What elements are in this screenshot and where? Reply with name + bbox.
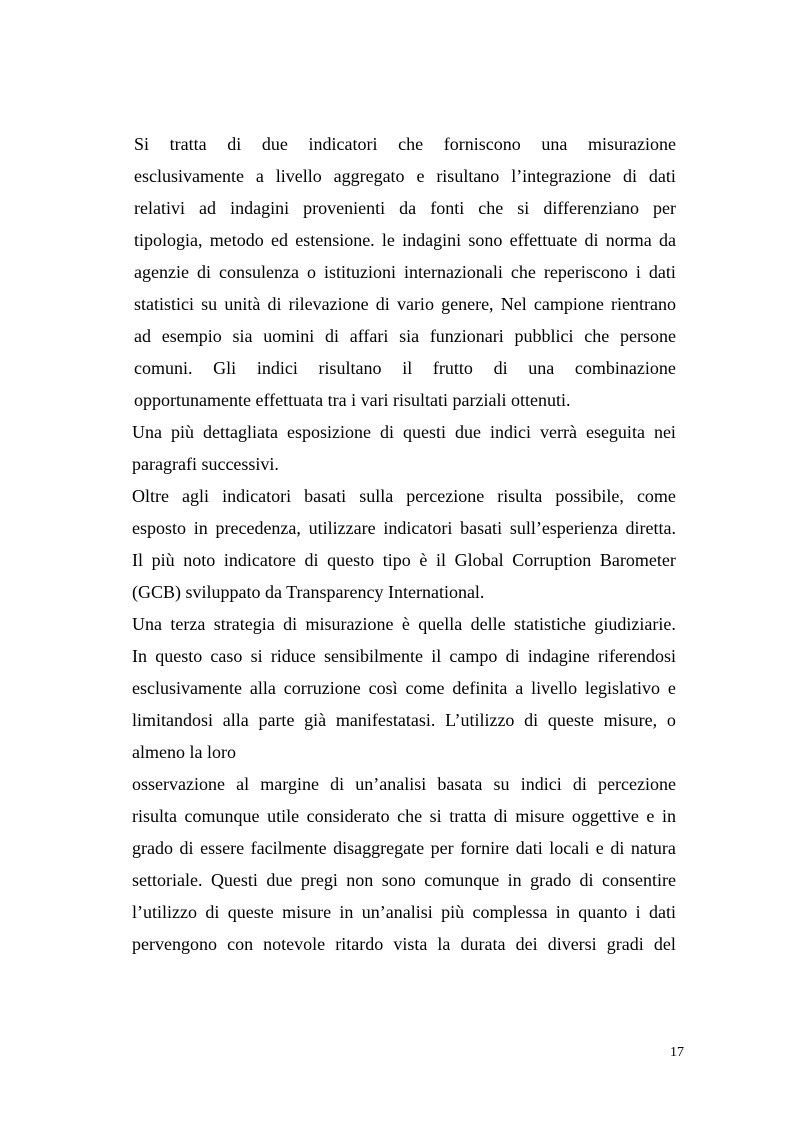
word: considerato <box>306 806 390 826</box>
word: questo <box>327 550 375 570</box>
word: possibile, <box>555 486 624 506</box>
word: locali <box>549 838 590 858</box>
word: che <box>397 806 423 826</box>
word: parte <box>258 710 295 730</box>
word: pubblici <box>514 326 574 346</box>
word: questi <box>402 422 446 442</box>
text-line <box>134 261 676 283</box>
word: funzionari <box>429 326 504 346</box>
word: e <box>667 678 676 698</box>
word: sia <box>232 326 253 346</box>
word: statistiche <box>514 614 587 634</box>
word: per <box>430 838 454 858</box>
word: relativi <box>134 198 185 218</box>
word: questo <box>155 646 203 666</box>
text-line <box>132 837 676 859</box>
word: da <box>399 198 417 218</box>
word: Oltre <box>132 486 169 506</box>
word: fornire <box>460 838 510 858</box>
word: già <box>304 710 327 730</box>
word: un’analisi <box>355 774 427 794</box>
word: e <box>416 166 425 186</box>
word: campione <box>533 294 604 314</box>
word: Gli <box>213 358 237 378</box>
word: Una <box>132 614 162 634</box>
word: di <box>379 422 394 442</box>
word: del <box>653 934 676 954</box>
text-line <box>134 133 676 155</box>
word: sensibilmente <box>324 646 423 666</box>
word: vista <box>393 934 428 954</box>
text-line <box>134 357 676 379</box>
word: Il <box>132 550 143 570</box>
word: il <box>431 646 442 666</box>
word: tipo <box>382 550 411 570</box>
word: sono <box>381 870 416 890</box>
word: da <box>658 230 676 250</box>
word: di <box>610 838 625 858</box>
word: durata <box>460 934 506 954</box>
word: tratta <box>169 134 207 154</box>
word: fonti <box>430 198 465 218</box>
word: tratta <box>449 806 487 826</box>
word: Questi <box>210 870 258 890</box>
word: di <box>572 774 587 794</box>
word: di <box>584 230 599 250</box>
word: essere <box>200 838 245 858</box>
word: effettuate <box>509 230 578 250</box>
word: misure, <box>603 710 658 730</box>
word: reperiscono <box>543 262 628 282</box>
word: eseguita <box>585 422 645 442</box>
word: misurazione <box>587 134 676 154</box>
word: di <box>267 294 282 314</box>
word: si <box>517 198 530 218</box>
word: di <box>375 294 390 314</box>
word: indicatori <box>383 518 453 538</box>
word: forniscono <box>443 134 521 154</box>
word: i <box>635 902 641 922</box>
word: norma <box>605 230 652 250</box>
text-line <box>134 165 676 187</box>
word: in <box>555 902 570 922</box>
word: verrà <box>539 422 577 442</box>
word: come <box>636 486 676 506</box>
word: differenziano <box>543 198 639 218</box>
word: dettagliata <box>203 422 278 442</box>
word: statistici <box>134 294 194 314</box>
word: istituzioni <box>323 262 396 282</box>
word: consentire <box>602 870 676 890</box>
word: esclusivamente <box>132 678 242 698</box>
word: le <box>381 230 395 250</box>
word: riduce <box>270 646 316 666</box>
text-line: (GCB) sviluppato da Transparency International. <box>132 582 485 602</box>
word: la <box>437 934 451 954</box>
word: indicatori <box>222 486 292 506</box>
word: di <box>196 262 211 282</box>
word: ed <box>270 230 288 250</box>
word: grado <box>132 838 173 858</box>
word: due <box>261 134 288 154</box>
word: misure <box>282 902 332 922</box>
word: sull’esperienza <box>509 518 618 538</box>
word: più <box>441 902 465 922</box>
word: provenienti <box>303 198 386 218</box>
word: legislativo <box>585 678 661 698</box>
word: comuni. <box>134 358 193 378</box>
word: e <box>595 838 604 858</box>
word: su <box>201 294 218 314</box>
word: precedenza, <box>215 518 301 538</box>
word: pervengono <box>132 934 217 954</box>
word: percezione <box>406 486 485 506</box>
word: o <box>666 710 676 730</box>
word: due <box>454 422 481 442</box>
word: misure <box>515 806 565 826</box>
word: o <box>306 262 316 282</box>
word: uomini <box>263 326 315 346</box>
word: Corruption <box>512 550 592 570</box>
word: dati <box>648 902 676 922</box>
word: un’analisi <box>361 902 433 922</box>
word: basati <box>460 518 503 538</box>
word: di <box>283 614 298 634</box>
word: indagine <box>527 646 590 666</box>
word: terza <box>170 614 206 634</box>
word: consulenza <box>218 262 299 282</box>
word: indagini <box>230 198 290 218</box>
word: come <box>405 678 445 698</box>
word: di <box>330 774 345 794</box>
word: limitandosi <box>132 710 213 730</box>
word: esempio <box>161 326 222 346</box>
word: risultano <box>318 358 382 378</box>
word: pregi <box>300 870 338 890</box>
text-line <box>132 549 676 571</box>
word: diversi <box>547 934 597 954</box>
word: indagini <box>402 230 462 250</box>
word: tipologia, <box>134 230 203 250</box>
word: non <box>346 870 374 890</box>
word: di <box>623 166 638 186</box>
text-line <box>134 325 676 347</box>
text-line <box>132 709 676 731</box>
word: basati <box>304 486 347 506</box>
word: quella <box>418 614 463 634</box>
word: queste <box>227 902 274 922</box>
word: esposizione <box>286 422 371 442</box>
word: rilevazione <box>288 294 369 314</box>
word: indici <box>256 358 298 378</box>
word: utilizzare <box>308 518 376 538</box>
word: manifestatasi. <box>335 710 436 730</box>
word: comunque <box>424 870 500 890</box>
word: strategia <box>213 614 275 634</box>
word: corruzione <box>283 678 361 698</box>
page-number: 17 <box>670 1045 684 1060</box>
word: basata <box>437 774 483 794</box>
word: di <box>205 902 220 922</box>
word: indici <box>489 422 531 442</box>
word: diretta. <box>625 518 676 538</box>
word: queste <box>547 710 594 730</box>
text-line: opportunamente effettuata tra i vari risultati parziali ottenuti. <box>134 390 571 410</box>
word: Una <box>132 422 162 442</box>
word: si <box>429 806 442 826</box>
word: aggregato <box>333 166 405 186</box>
word: due <box>266 870 293 890</box>
word: ritardo <box>335 934 384 954</box>
word: L’utilizzo <box>445 710 515 730</box>
word: di <box>524 710 539 730</box>
word: di <box>179 838 194 858</box>
word: l’integrazione <box>511 166 612 186</box>
word: caso <box>210 646 243 666</box>
word: natura <box>630 838 676 858</box>
word: a <box>515 678 524 698</box>
word: Si <box>134 134 150 154</box>
word: di <box>505 646 520 666</box>
word: dati <box>648 166 676 186</box>
word: sono <box>468 230 503 250</box>
word: risultano <box>436 166 500 186</box>
word: in <box>339 902 354 922</box>
word: campo <box>449 646 498 666</box>
word: comunque <box>184 806 260 826</box>
word: per <box>653 198 676 218</box>
word: notevole <box>263 934 326 954</box>
text-line: paragrafi successivi. <box>132 454 279 474</box>
word: su <box>493 774 510 794</box>
word: l’utilizzo <box>132 902 197 922</box>
text-line <box>132 421 676 443</box>
word: di <box>493 358 508 378</box>
word: nei <box>653 422 676 442</box>
text-line <box>132 485 676 507</box>
text-line <box>134 229 676 251</box>
word: affari <box>349 326 389 346</box>
word: in <box>507 870 522 890</box>
word: esclusivamente <box>134 166 244 186</box>
word: noto <box>183 550 216 570</box>
word: utile <box>267 806 300 826</box>
word: più <box>151 550 175 570</box>
text-line <box>134 293 676 315</box>
word: disaggregate <box>333 838 425 858</box>
text-line <box>132 677 676 699</box>
word: dati <box>515 838 543 858</box>
word: In <box>132 646 147 666</box>
text-line <box>132 901 676 923</box>
word: dei <box>515 934 538 954</box>
word: delle <box>470 614 506 634</box>
word: al <box>236 774 250 794</box>
word: in <box>661 806 676 826</box>
word: Barometer <box>599 550 676 570</box>
word: grado <box>530 870 572 890</box>
word: in <box>193 518 208 538</box>
word: e <box>646 806 655 826</box>
word: Global <box>454 550 504 570</box>
word: settoriale. <box>132 870 203 890</box>
word: genere, <box>441 294 494 314</box>
word: frutto <box>432 358 473 378</box>
word: Nel <box>500 294 527 314</box>
word: estensione. <box>295 230 375 250</box>
word: indici <box>520 774 562 794</box>
text-line <box>132 613 676 635</box>
word: si <box>250 646 263 666</box>
word: unità <box>224 294 261 314</box>
word: il <box>436 550 447 570</box>
word: margine <box>260 774 319 794</box>
word: alla <box>222 710 249 730</box>
word: osservazione <box>132 774 225 794</box>
word: il <box>402 358 413 378</box>
text-line <box>132 517 676 539</box>
word: che <box>510 262 536 282</box>
word: percezione <box>598 774 676 794</box>
word: dati <box>648 262 676 282</box>
word: agenzie <box>134 262 189 282</box>
word: complessa <box>472 902 548 922</box>
word: agli <box>182 486 210 506</box>
word: gradi <box>606 934 644 954</box>
text-line <box>132 805 676 827</box>
word: riferendosi <box>598 646 676 666</box>
text-line <box>132 773 676 795</box>
word: oggettive <box>571 806 639 826</box>
word: risulta <box>132 806 177 826</box>
word: livello <box>531 678 578 698</box>
word: è <box>419 550 428 570</box>
word: così <box>368 678 398 698</box>
word: giudiziarie. <box>594 614 676 634</box>
word: definita <box>452 678 508 698</box>
text-line <box>132 933 676 955</box>
word: di <box>493 806 508 826</box>
word: di <box>304 550 319 570</box>
word: che <box>584 326 610 346</box>
text-line <box>132 645 676 667</box>
word: di <box>227 134 242 154</box>
word: rientrano <box>611 294 676 314</box>
word: internazionali <box>403 262 503 282</box>
word: con <box>227 934 254 954</box>
word: è <box>401 614 410 634</box>
word: alla <box>249 678 276 698</box>
word: sia <box>399 326 420 346</box>
word: più <box>171 422 195 442</box>
word: combinazione <box>574 358 676 378</box>
word: a <box>255 166 264 186</box>
word: misurazione <box>305 614 394 634</box>
word: vario <box>396 294 434 314</box>
word: esposto <box>132 518 186 538</box>
word: di <box>324 326 339 346</box>
word: indicatore <box>223 550 296 570</box>
word: metodo <box>209 230 264 250</box>
word: di <box>579 870 594 890</box>
word: ad <box>134 326 151 346</box>
word: risulta <box>497 486 543 506</box>
word: livello <box>275 166 322 186</box>
word: sulla <box>359 486 394 506</box>
word: facilmente <box>250 838 327 858</box>
text-line <box>132 869 676 891</box>
word: quanto <box>578 902 628 922</box>
word: una <box>528 358 555 378</box>
text-line: almeno la loro <box>132 742 236 762</box>
word: che <box>398 134 424 154</box>
word: una <box>541 134 568 154</box>
text-line <box>134 197 676 219</box>
word: che <box>478 198 504 218</box>
word: persone <box>619 326 676 346</box>
word: indicatori <box>308 134 378 154</box>
word: ad <box>199 198 217 218</box>
word: i <box>635 262 641 282</box>
